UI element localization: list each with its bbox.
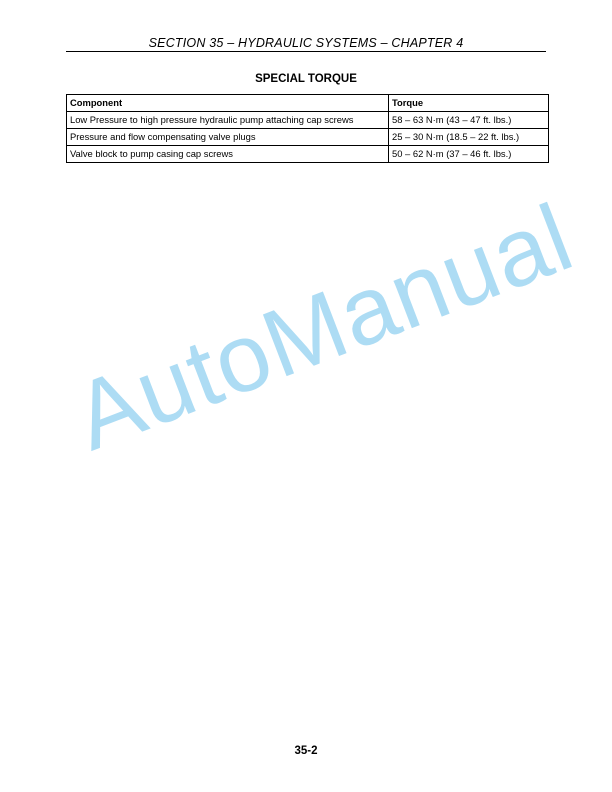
torque-cell: 58 – 63 N·m (43 – 47 ft. lbs.) <box>389 112 549 129</box>
component-cell: Low Pressure to high pressure hydraulic pump attaching cap screws <box>67 112 389 129</box>
component-cell: Pressure and flow compensating valve plugs <box>67 129 389 146</box>
column-header-torque: Torque <box>389 95 549 112</box>
special-torque-table <box>66 94 549 163</box>
page-number: 35-2 <box>294 745 318 757</box>
watermark: AutoManual <box>60 183 587 471</box>
table-row <box>67 129 549 146</box>
torque-cell: 25 – 30 N·m (18.5 – 22 ft. lbs.) <box>389 129 549 146</box>
header-divider <box>66 51 546 52</box>
table-row <box>67 112 549 129</box>
component-cell: Valve block to pump casing cap screws <box>67 146 389 163</box>
section-header: SECTION 35 – HYDRAULIC SYSTEMS – CHAPTER 4 <box>148 36 464 50</box>
torque-cell: 50 – 62 N·m (37 – 46 ft. lbs.) <box>389 146 549 163</box>
table-title: SPECIAL TORQUE <box>255 73 357 85</box>
table-row <box>67 146 549 163</box>
column-header-component: Component <box>67 95 389 112</box>
table-header-row <box>67 95 549 112</box>
